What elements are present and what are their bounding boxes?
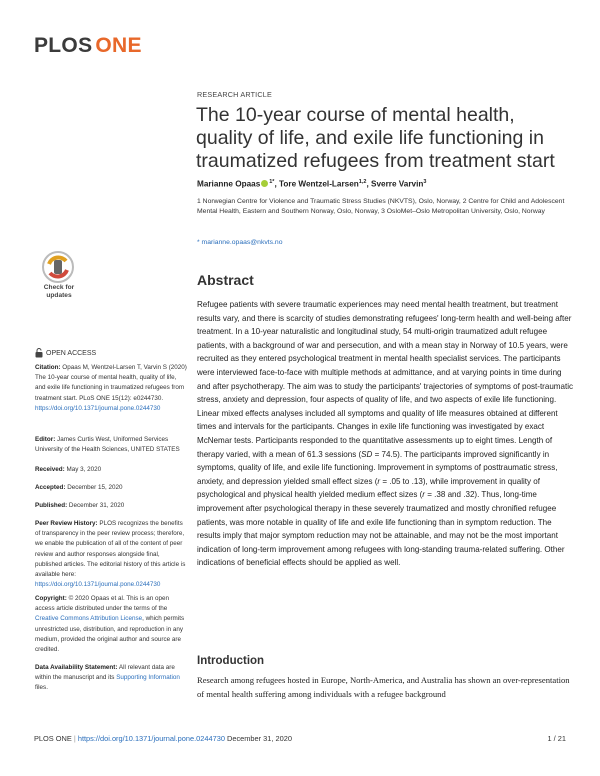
received-label: Received: — [35, 466, 65, 473]
journal-logo — [34, 34, 142, 58]
accepted-block — [35, 483, 187, 493]
abstract-text: = .05 to .13), while improvement in quality of psychological and physical health yielded medium effect sizes ( — [197, 476, 540, 500]
author-name[interactable]: Tore Wentzel-Larsen — [279, 179, 359, 189]
license-link[interactable]: Creative Commons Attribution License — [35, 615, 143, 623]
orcid-icon[interactable] — [261, 180, 268, 187]
published-block — [35, 501, 187, 511]
data-availability-text: All relevant data are within the manuscript and its — [35, 664, 175, 682]
citation-text: Opaas M, Wentzel-Larsen T, Varvin S (2020) The 10-year course of mental health, quality of life, and exile life functioning in traumatized refugees from treatment start. PLoS ONE 15(12): e0244730. — [35, 364, 187, 402]
accepted-label: Accepted: — [35, 484, 66, 491]
peer-review-link[interactable]: https://doi.org/10.1371/journal.pone.0244730 — [35, 581, 161, 589]
sd-symbol: SD — [361, 449, 373, 459]
r-symbol: r — [422, 490, 425, 500]
author-affil: 3 — [423, 179, 427, 185]
editor-label: Editor: — [35, 436, 56, 443]
peer-review-label: Peer Review History: — [35, 520, 98, 527]
citation-label: Citation: — [35, 364, 61, 371]
footer-journal: PLOS ONE — [34, 734, 72, 743]
article-type: RESEARCH ARTICLE — [197, 90, 272, 99]
abstract-text: = .38 and .32). Thus, long-time improvement after psychological therapy in these severely traumatized and mostly chronified refugee patients, was more notable in quality of life and exile life functioning than in symptom reduction. The results imply that major symptom reduction may not be attainable, and may not be the most important indication of long-term improvement among refugees with long-standing trauma-related suffering. Other indications of beneficial effects should be applied as well. — [197, 490, 565, 568]
supporting-info-link[interactable]: Supporting Information — [116, 674, 180, 682]
open-lock-icon — [35, 348, 43, 358]
data-availability-block — [35, 663, 187, 694]
author-affil: 1,2 — [358, 179, 367, 185]
abstract-text: = 74.5). The participants improved significantly in symptoms, quality of life, and exile life functioning. Improvement in symptoms of posttraumatic stress, anxiety, and depression yielded small effect sizes ( — [197, 449, 558, 486]
accepted-text: December 15, 2020 — [65, 484, 123, 491]
received-text: May 3, 2020 — [64, 466, 102, 473]
copyright-label: Copyright: — [35, 595, 67, 602]
author-name[interactable]: Marianne Opaas — [197, 179, 261, 189]
editor-block — [35, 435, 187, 455]
check-for-updates-label[interactable]: Check for updates — [43, 284, 75, 299]
author-list: Marianne Opaas $^{1*}$, Tore Wentzel-Larsen$^{1,2}$, Sverre Varvin$^3$ — [197, 179, 427, 189]
abstract-text: Refugee patients with severe traumatic experiences may need mental health treatment, but treatment results vary, and there is scarcity of studies demonstrating refugees' long-term health and well-being after treatment. In a 10-year naturalistic and longitudinal study, 54 multi-origin traumatized adult refugee patients, with a background of war and persecution, and with a mean stay in Norway of 10.5 years, were recruited as they entered psychological treatment in mental health specialist services. The participants were interviewed face-to-face with multiple methods at admittance, and at varying points in time during and after psychotherapy. The aim was to study the participants' trajectories of symptoms of post-traumatic stress, anxiety and depression, four aspects of quality of life, and two aspects of exile life functioning. Linear mixed effects analyses included all symptoms and quality of life measures obtained at different times and intervals for the participants. Changes in exile life functioning was investigated by exact McNemar tests. Participants responded to the quantitative assessments up to eight times. Length of therapy varied, with a mean of 61.3 sessions ( — [197, 300, 574, 459]
author-affil: 1* — [269, 179, 275, 185]
author-name[interactable]: Sverre Varvin — [371, 179, 424, 189]
peer-review-block — [35, 519, 187, 590]
citation-block — [35, 363, 187, 414]
editor-text: James Curtis West, Uniformed Services University of the Health Sciences, UNITED STATES — [35, 436, 180, 454]
citation-link[interactable]: https://doi.org/10.1371/journal.pone.0244730 — [35, 404, 161, 412]
abstract-heading: Abstract — [197, 272, 254, 288]
open-access-badge — [35, 348, 96, 358]
peer-review-text: PLOS recognizes the benefits of transparency in the peer review process; therefore, we enable the publication of all of the content of peer review and author responses alongside final, published articles. The editorial history of this article is available here: — [35, 520, 186, 579]
logo-one: ONE — [95, 34, 142, 57]
introduction-body: Research among refugees hosted in Europe, North-America, and Australia has shown an over-representation of mental health suffering among individuals with a refugee background — [197, 675, 570, 699]
footer-doi-link[interactable]: https://doi.org/10.1371/journal.pone.0244730 — [77, 734, 225, 743]
footer-date: December 31, 2020 — [227, 734, 292, 743]
page-footer: PLOS ONE | https://doi.org/10.1371/journal.pone.0244730 December 31, 2020 1 / 21 — [34, 734, 566, 743]
data-availability-label: Data Availability Statement: — [35, 664, 118, 671]
introduction-heading: Introduction — [197, 655, 265, 667]
received-block — [35, 465, 187, 475]
affiliations: 1 Norwegian Centre for Violence and Traumatic Stress Studies (NKVTS), Oslo, Norway, 2 Centre for Child and Adolescent Mental Health, Eastern and Southern Norway, Oslo, Norway, 3 OsloMet–Oslo Metropolitan University, Oslo, Norway — [197, 198, 565, 215]
open-access-label: OPEN ACCESS — [46, 349, 97, 357]
abstract-body — [197, 298, 577, 570]
data-availability-text-end: files. — [35, 684, 48, 692]
corresponding-email[interactable]: * marianne.opaas@nkvts.no — [197, 239, 283, 246]
article-title: The 10-year course of mental health, quality of life, and exile life functioning in traumatized refugees from treatment start — [196, 104, 555, 172]
published-label: Published: — [35, 502, 68, 509]
copyright-block — [35, 594, 187, 655]
logo-plos: PLOS — [34, 34, 93, 57]
page-number: 1 / 21 — [547, 734, 566, 743]
copyright-text: © 2020 Opaas et al. This is an open access article distributed under the terms of the — [35, 595, 170, 613]
copyright-text-end: , which permits unrestricted use, distribution, and reproduction in any medium, provided the original author and source are credited. — [35, 615, 185, 654]
r-symbol: r — [377, 476, 381, 486]
published-text: December 31, 2020 — [67, 502, 125, 509]
